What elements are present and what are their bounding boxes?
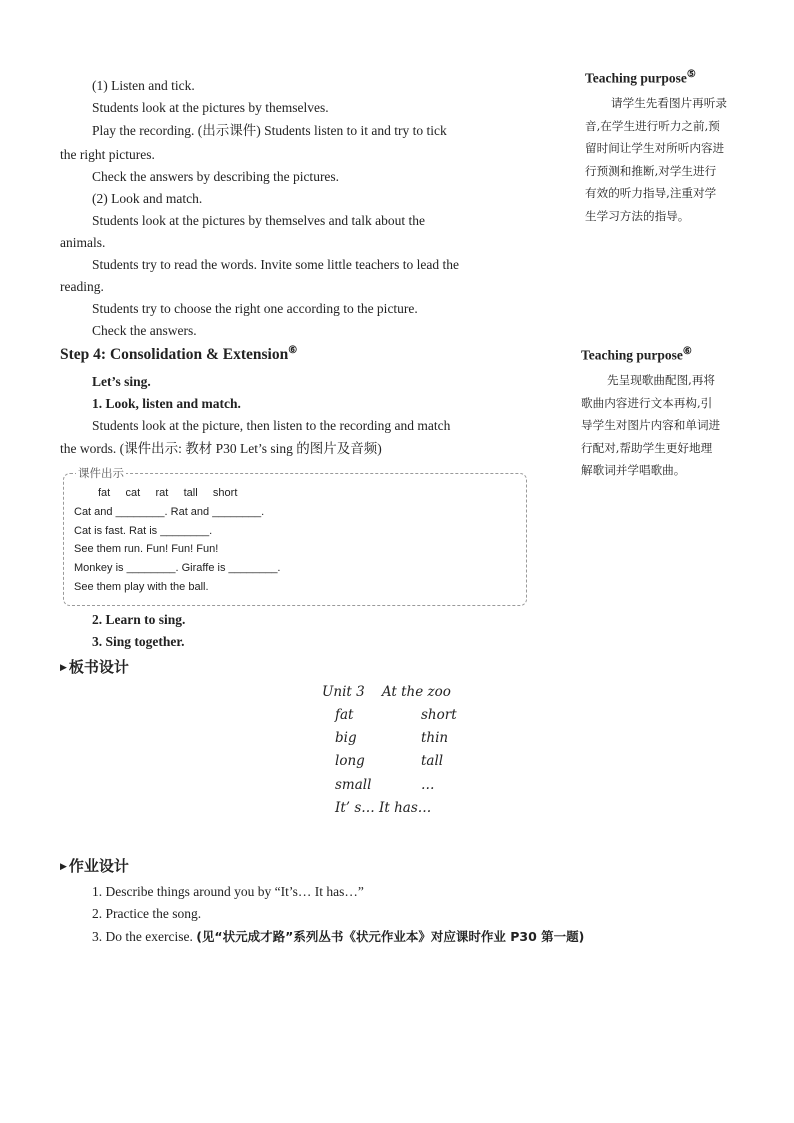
side-note-line: 解歌词并学唱歌曲。	[581, 463, 686, 477]
board-word: …	[421, 777, 435, 793]
board-title: Unit 3 At the zoo	[322, 684, 451, 700]
side-note-line: 歌曲内容进行文本再构,引	[581, 395, 713, 410]
side-note-line: 生学习方法的指导。	[585, 208, 690, 223]
homework-heading-text: 作业设计	[68, 857, 129, 875]
side-note-line: 行预测和推断,对学生进行	[585, 163, 717, 178]
step4-title-text: Step 4: Consolidation & Extension	[60, 346, 289, 364]
board-sentence: It’ s… It has…	[335, 800, 432, 816]
lyric-line: See them run. Fun! Fun! Fun!	[74, 543, 219, 555]
board-word: tall	[421, 753, 444, 769]
homework-heading	[60, 855, 129, 876]
paragraph: Students try to choose the right one according to the picture.	[92, 301, 418, 316]
board-word: big	[335, 730, 357, 746]
lyric-line: Cat and ________. Rat and ________.	[74, 506, 265, 518]
paragraph: Check the answers.	[92, 323, 197, 338]
side-note-line: 行配对,帮助学生更好地理	[581, 440, 713, 455]
subheading: 3. Sing together.	[92, 634, 185, 649]
paragraph: the words. (课件出示: 教材 P30 Let’s sing 的图片及音频)	[60, 441, 382, 456]
step4-title	[60, 345, 297, 364]
side-note-line: 导学生对图片内容和单词进	[581, 418, 721, 432]
homework-reference: (见“状元成才路”系列丛书《状元作业本》对应课时作业 P30 第一题)	[196, 929, 585, 944]
lyric-line: Cat is fast. Rat is ________.	[74, 525, 213, 537]
paragraph: Check the answers by describing the pictures.	[92, 169, 340, 184]
homework-item	[92, 926, 584, 948]
side-title-text: Teaching purpose	[581, 347, 683, 363]
board-heading	[60, 656, 129, 677]
lets-sing: Let’s sing.	[92, 374, 151, 389]
board-word: small	[335, 777, 372, 793]
triangle-bullet-icon: ▶	[60, 663, 67, 673]
paragraph: reading.	[60, 279, 104, 294]
paragraph: Students look at the pictures by themselves.	[92, 100, 329, 115]
board-word: thin	[421, 730, 449, 746]
triangle-bullet-icon: ▶	[60, 862, 67, 872]
footnote-marker: ⑥	[288, 345, 298, 356]
homework-item: 2. Practice the song.	[92, 906, 202, 921]
board-word: short	[421, 707, 457, 723]
homework-item-text: 3. Do the exercise.	[92, 929, 193, 944]
lyric-line: See them play with the ball.	[74, 581, 209, 593]
side-note-line: 请学生先看图片再听录	[611, 96, 727, 110]
lyric-line: Monkey is ________. Giraffe is ________.	[74, 562, 281, 574]
footnote-marker: ⑤	[686, 69, 696, 80]
side-note	[581, 369, 753, 482]
side-note-line: 先呈现歌曲配图,再将	[607, 373, 716, 387]
side-note-line: 留时间让学生对所听内容进	[585, 141, 725, 155]
side-title	[585, 69, 696, 87]
board-word: fat	[335, 707, 354, 723]
paragraph: animals.	[60, 235, 106, 250]
paragraph: Students look at the picture, then listen to the recording and match	[92, 418, 451, 433]
paragraph: Students look at the pictures by themselves and talk about the	[92, 213, 425, 228]
paragraph: Students try to read the words. Invite some little teachers to lead the	[92, 257, 460, 272]
homework-item: 1. Describe things around you by “It’s… It has…”	[92, 884, 364, 899]
side-note	[585, 92, 757, 227]
side-note-line: 音,在学生进行听力之前,预	[585, 118, 720, 133]
side-title	[581, 346, 692, 364]
paragraph: the right pictures.	[60, 147, 155, 162]
subheading: 2. Learn to sing.	[92, 612, 186, 627]
board-heading-text: 板书设计	[68, 658, 129, 676]
paragraph: Play the recording. (出示课件) Students listen to it and try to tick	[92, 123, 447, 138]
board-word: long	[335, 753, 365, 769]
footnote-marker: ⑥	[682, 346, 692, 357]
word-bank: fat cat rat tall short	[98, 487, 238, 499]
listen-tick-heading: (1) Listen and tick.	[92, 78, 195, 93]
side-title-text: Teaching purpose	[585, 70, 687, 86]
subheading: 1. Look, listen and match.	[92, 396, 241, 411]
side-note-line: 有效的听力指导,注重对学	[585, 186, 717, 200]
courseware-box-label: 课件出示	[78, 466, 124, 480]
look-match-heading: (2) Look and match.	[92, 191, 203, 206]
